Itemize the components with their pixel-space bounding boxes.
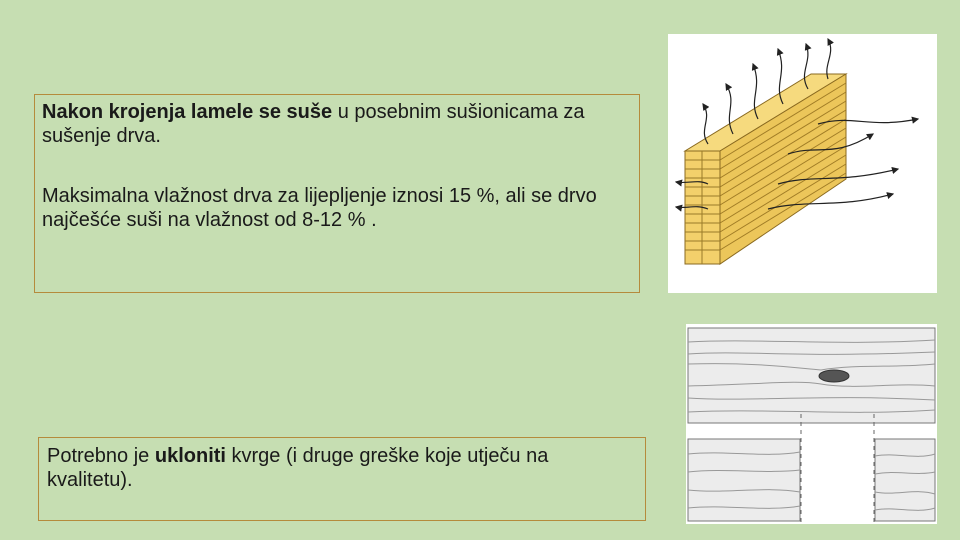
knots-bold-text: ukloniti bbox=[154, 445, 226, 467]
wood-stack-drying-image bbox=[668, 34, 937, 293]
drying-text: u posebnim sušionicama za sušenje drva. bbox=[42, 101, 585, 147]
wood-stack-drying-illustration bbox=[668, 34, 937, 293]
paragraph-drying bbox=[42, 100, 632, 148]
knot-removal-image bbox=[686, 324, 937, 524]
knots-post-text: kvrge (i druge greške koje utječu na kvalitetu). bbox=[47, 445, 549, 491]
paragraph-knots bbox=[47, 444, 637, 492]
text-box-drying bbox=[34, 94, 640, 293]
drying-bold-text: Nakon krojenja lamele se suše bbox=[42, 101, 333, 123]
text-box-knots bbox=[38, 437, 646, 521]
knots-pre-text: Potrebno je bbox=[47, 445, 155, 467]
knot-removal-illustration bbox=[686, 324, 937, 524]
paragraph-moisture: Maksimalna vlažnost drva za lijepljenje iznosi 15 %, ali se drvo najčešće suši na vlažnost od 8-12 % . bbox=[42, 185, 597, 231]
